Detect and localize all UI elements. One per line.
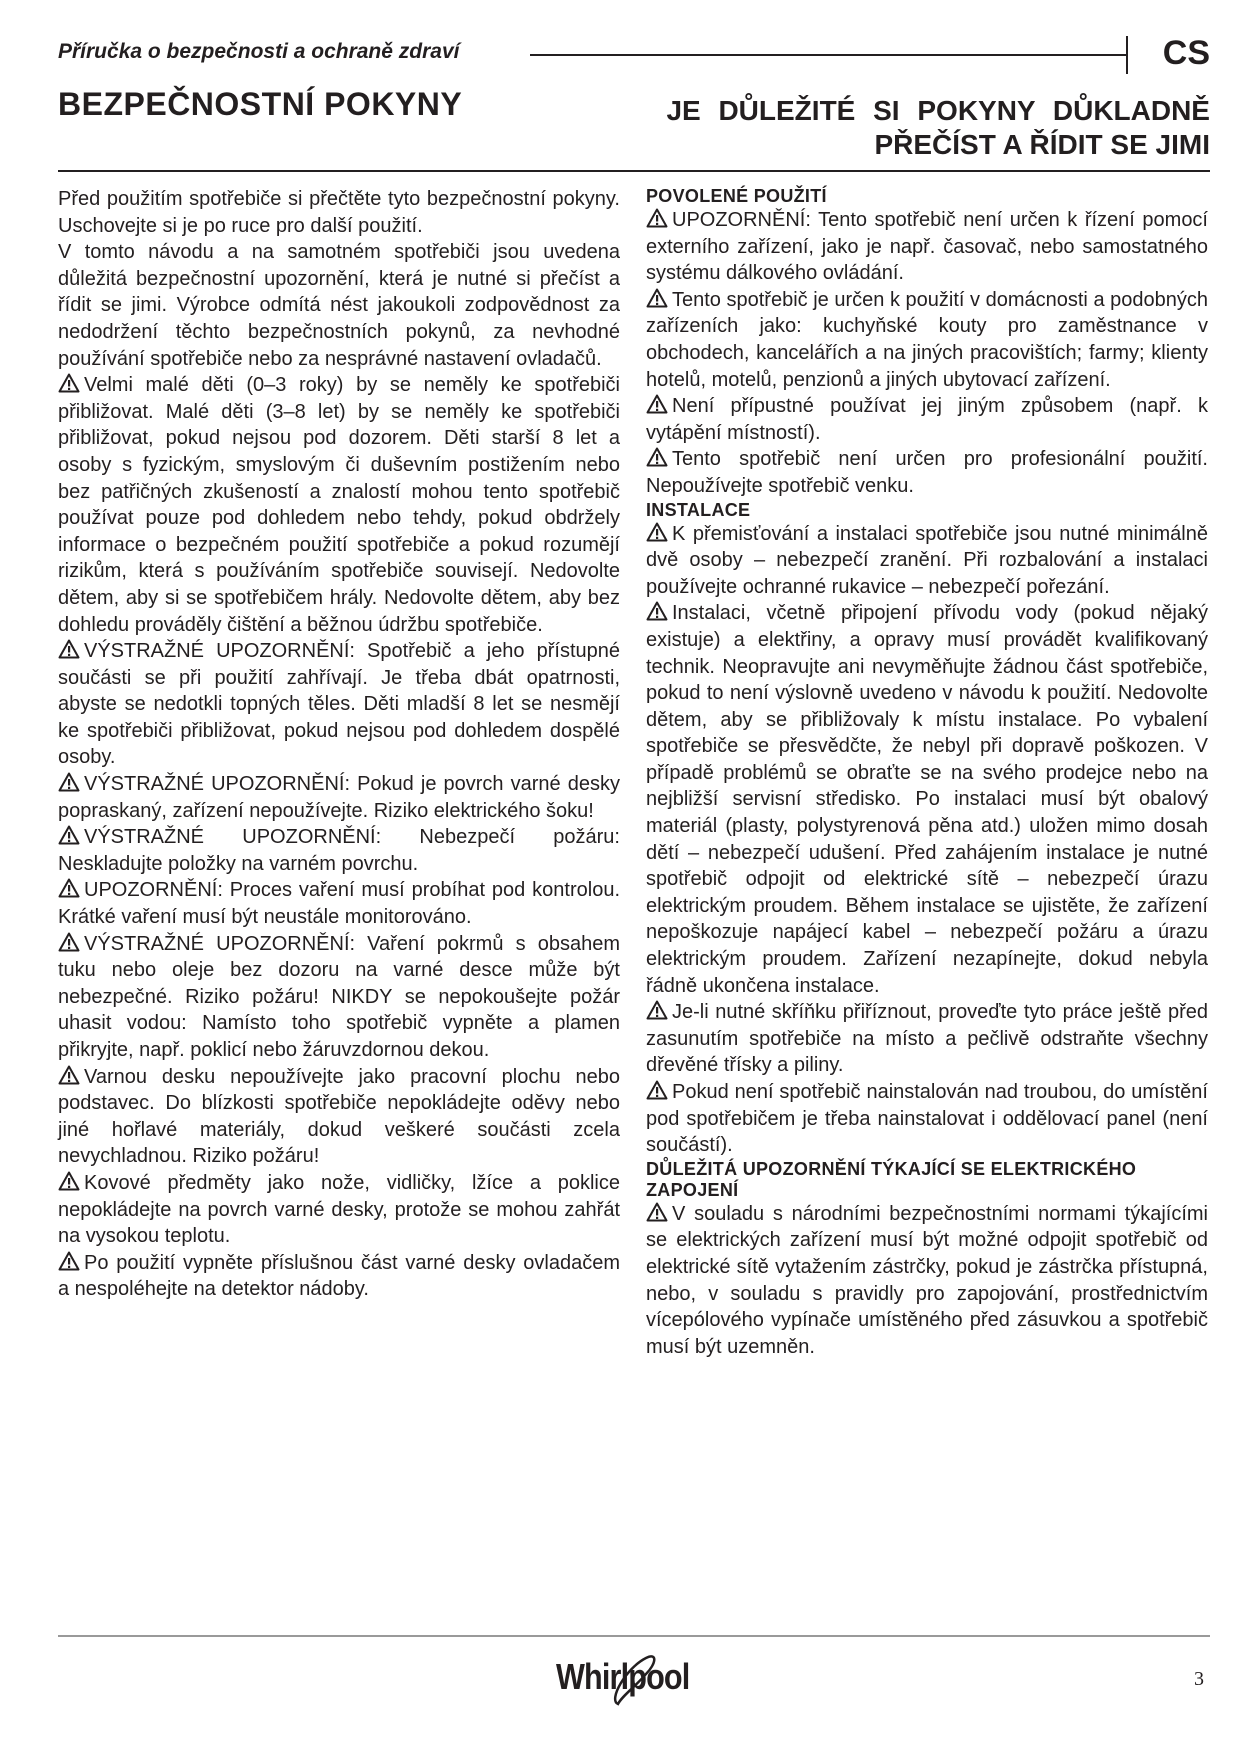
header-divider-line xyxy=(530,54,1126,56)
warning-paragraph: VÝSTRAŽNÉ UPOZORNĚNÍ: Vaření pokrmů s obsahem tuku nebo oleje bez dozoru na varné desce může být nebezpečné. Riziko požáru! NIKDY se nepokoušejte požár uhasit vodou: Namísto toho spotřebič vypněte a plamen přikryjte, např. poklicí nebo žáruvzdornou dekou. xyxy=(58,932,620,1061)
page-title: BEZPEČNOSTNÍ POKYNY xyxy=(58,86,463,122)
warning-triangle-icon xyxy=(58,1171,80,1191)
warning-paragraph: Kovové předměty jako nože, vidličky, lžíce a poklice nepokládejte na povrch varné desky, protože se mohou zahřát na vysokou teplotu. xyxy=(58,1171,620,1248)
footer-rule xyxy=(58,1635,1210,1637)
warning-triangle-icon xyxy=(58,639,80,659)
warning-paragraph: Velmi malé děti (0–3 roky) by se neměly ke spotřebiči přibližovat. Malé děti (3–8 let) by se neměly ke spotřebiči přibližovat, pokud nejsou pod dozorem. Děti starší 8 let a osoby s fyzickým, smyslovým či duševním postižením nebo bez patřičných zkušeností a znalostí mohou tento spotřebič používat pouze pod dohledem nebo tehdy, pokud obdržely informace o bezpečném použití spotřebiče a pokud rozumějí rizikům, která s používáním spotřebiče souvisejí. Nedovolte dětem, aby si se spotřebičem hrály. Nedovolte dětem, aby bez dohledu prováděly čištění a běžnou údržbu spotřebiče. xyxy=(58,374,620,636)
warning-triangle-icon xyxy=(646,522,668,542)
page-title-right xyxy=(610,94,1210,162)
warning-triangle-icon xyxy=(646,1080,668,1100)
warning-triangle-icon xyxy=(58,1251,80,1271)
document-subtitle: Příručka o bezpečnosti a ochraně zdraví xyxy=(58,40,460,63)
warning-triangle-icon xyxy=(646,601,668,621)
header-rule xyxy=(58,170,1210,172)
language-code: CS xyxy=(1162,34,1210,72)
warning-paragraph: Varnou desku nepoužívejte jako pracovní plochu nebo podstavec. Do blízkosti spotřebiče nepokládejte oděvy nebo jiné hořlavé materiály, dokud veškeré součásti zcela nevychladnou. Riziko požáru! xyxy=(58,1065,620,1168)
warning-triangle-icon xyxy=(646,447,668,467)
warning-paragraph: K přemisťování a instalaci spotřebiče jsou nutné minimálně dvě osoby – nebezpečí zranění. Při rozbalování a instalaci používejte ochranné rukavice – nebezpečí pořezání. xyxy=(646,522,1208,598)
section-heading-electrical: DŮLEŽITÁ UPOZORNĚNÍ TÝKAJÍCÍ SE ELEKTRICKÉHO ZAPOJENÍ xyxy=(646,1158,1137,1200)
section-heading-permitted-use: POVOLENÉ POUŽITÍ xyxy=(646,186,827,206)
warning-paragraph: Tento spotřebič je určen k použití v domácnosti a podobných zařízeních jako: kuchyňské kouty pro zaměstnance v obchodech, kancelářích a na jiných pracovištích; farmy; klienty hotelů, motelů, penzionů a jiných ubytovací zařízení. xyxy=(646,288,1208,391)
warning-triangle-icon xyxy=(58,825,80,845)
warning-triangle-icon xyxy=(58,878,80,898)
brand-logo: Whirlpool xyxy=(556,1656,690,1697)
warning-triangle-icon xyxy=(58,932,80,952)
page-number: 3 xyxy=(1194,1668,1204,1690)
warning-paragraph: Není přípustné používat jej jiným způsobem (např. k vytápění místností). xyxy=(646,395,1208,444)
warning-paragraph: VÝSTRAŽNÉ UPOZORNĚNÍ: Spotřebič a jeho přístupné součásti se při použití zahřívají. Je třeba dbát opatrnosti, abyste se nedotkli topných těles. Děti mladší 8 let se nesmějí ke spotřebiči přibližovat, pokud nejsou pod dohledem dospělé osoby. xyxy=(58,640,620,769)
warning-paragraph: VÝSTRAŽNÉ UPOZORNĚNÍ: Nebezpečí požáru: Neskladujte položky na varném povrchu. xyxy=(58,826,620,875)
left-column xyxy=(58,186,620,1303)
paragraph: V tomto návodu a na samotném spotřebiči jsou uvedena důležitá bezpečnostní upozornění, která je nutné si přečíst a řídit se jimi. Výrobce odmítá nést jakoukoli zodpovědnost za nedodržení těchto bezpečnostních pokynů, za nevhodné používání spotřebiče nebo za nesprávné nastavení ovladačů. xyxy=(58,241,620,370)
right-column xyxy=(646,186,1208,1360)
section-heading-installation: INSTALACE xyxy=(646,499,751,520)
title-right-line-1: JE DŮLEŽITÉ SI POKYNY DŮKLADNĚ xyxy=(666,95,1210,126)
warning-paragraph: Po použití vypněte příslušnou část varné desky ovladačem a nespoléhejte na detektor nádoby. xyxy=(58,1251,620,1301)
title-right-line-2: PŘEČÍST A ŘÍDIT SE JIMI xyxy=(874,129,1210,160)
warning-paragraph: Tento spotřebič není určen pro profesionální použití. Nepoužívejte spotřebič venku. xyxy=(646,448,1208,497)
warning-triangle-icon xyxy=(646,394,668,414)
warning-paragraph: Je-li nutné skříňku přiříznout, proveďte tyto práce ještě před zasunutím spotřebiče na místo a pečlivě odstraňte všechny dřevěné třísky a piliny. xyxy=(646,1001,1208,1077)
header-divider-tick xyxy=(1126,36,1128,74)
warning-triangle-icon xyxy=(646,288,668,308)
warning-paragraph: Instalaci, včetně připojení přívodu vody (pokud nějaký existuje) a elektřiny, a opravy musí provádět kvalifikovaný technik. Neopravujte ani nevyměňujte žádnou část spotřebiče, pokud to není výslovně uvedeno v návodu k použití. Nedovolte dětem, aby se přibližovaly k místu instalace. Po vybalení spotřebiče se přesvědčte, že nebyl při dopravě poškozen. V případě problémů se obraťte se na svého prodejce nebo na nejbližší servisní středisko. Po instalaci musí být obalový materiál (plasty, polystyrenová pěna atd.) uložen mimo dosah dětí – nebezpečí udušení. Před zahájením instalace je nutné spotřebič odpojit od elektrické sítě – nebezpečí úrazu elektrickým proudem. Během instalace se ujistěte, že zařízení nepoškozuje napájecí kabel – nebezpečí požáru a úrazu elektrickým proudem. Zařízení nezapínejte, dokud nebyla řádně ukončena instalace. xyxy=(646,602,1208,997)
warning-triangle-icon xyxy=(646,1000,668,1020)
warning-paragraph: Pokud není spotřebič nainstalován nad troubou, do umístění pod spotřebičem je třeba nainstalovat i oddělovací panel (není součástí). xyxy=(646,1081,1208,1157)
warning-triangle-icon xyxy=(58,1065,80,1085)
warning-triangle-icon xyxy=(646,208,668,228)
paragraph: Před použitím spotřebiče si přečtěte tyto bezpečnostní pokyny. Uschovejte si je po ruce pro další použití. xyxy=(58,188,620,237)
warning-paragraph: UPOZORNĚNÍ: Tento spotřebič není určen k řízení pomocí externího zařízení, jako je např. časovač, nebo samostatného systému dálkového ovládání. xyxy=(646,209,1208,285)
warning-paragraph: V souladu s národními bezpečnostními normami týkajícími se elektrických zařízení musí být možné odpojit spotřebič od elektrické sítě vytažením zástrčky, pokud je zástrčka přístupná, nebo, v souladu s pravidly pro zapojování, prostřednictvím vícepólového vypínače umístěného před zásuvkou a spotřebič musí být uzemněn. xyxy=(646,1202,1208,1358)
warning-triangle-icon xyxy=(58,772,80,792)
warning-triangle-icon xyxy=(58,373,80,393)
warning-triangle-icon xyxy=(646,1202,668,1222)
brand-swoosh-icon xyxy=(606,1650,662,1710)
warning-paragraph: UPOZORNĚNÍ: Proces vaření musí probíhat pod kontrolou. Krátké vaření musí být neustále monitorováno. xyxy=(58,879,620,929)
warning-paragraph: VÝSTRAŽNÉ UPOZORNĚNÍ: Pokud je povrch varné desky popraskaný, zařízení nepoužívejte. Riziko elektrického šoku! xyxy=(58,773,620,822)
